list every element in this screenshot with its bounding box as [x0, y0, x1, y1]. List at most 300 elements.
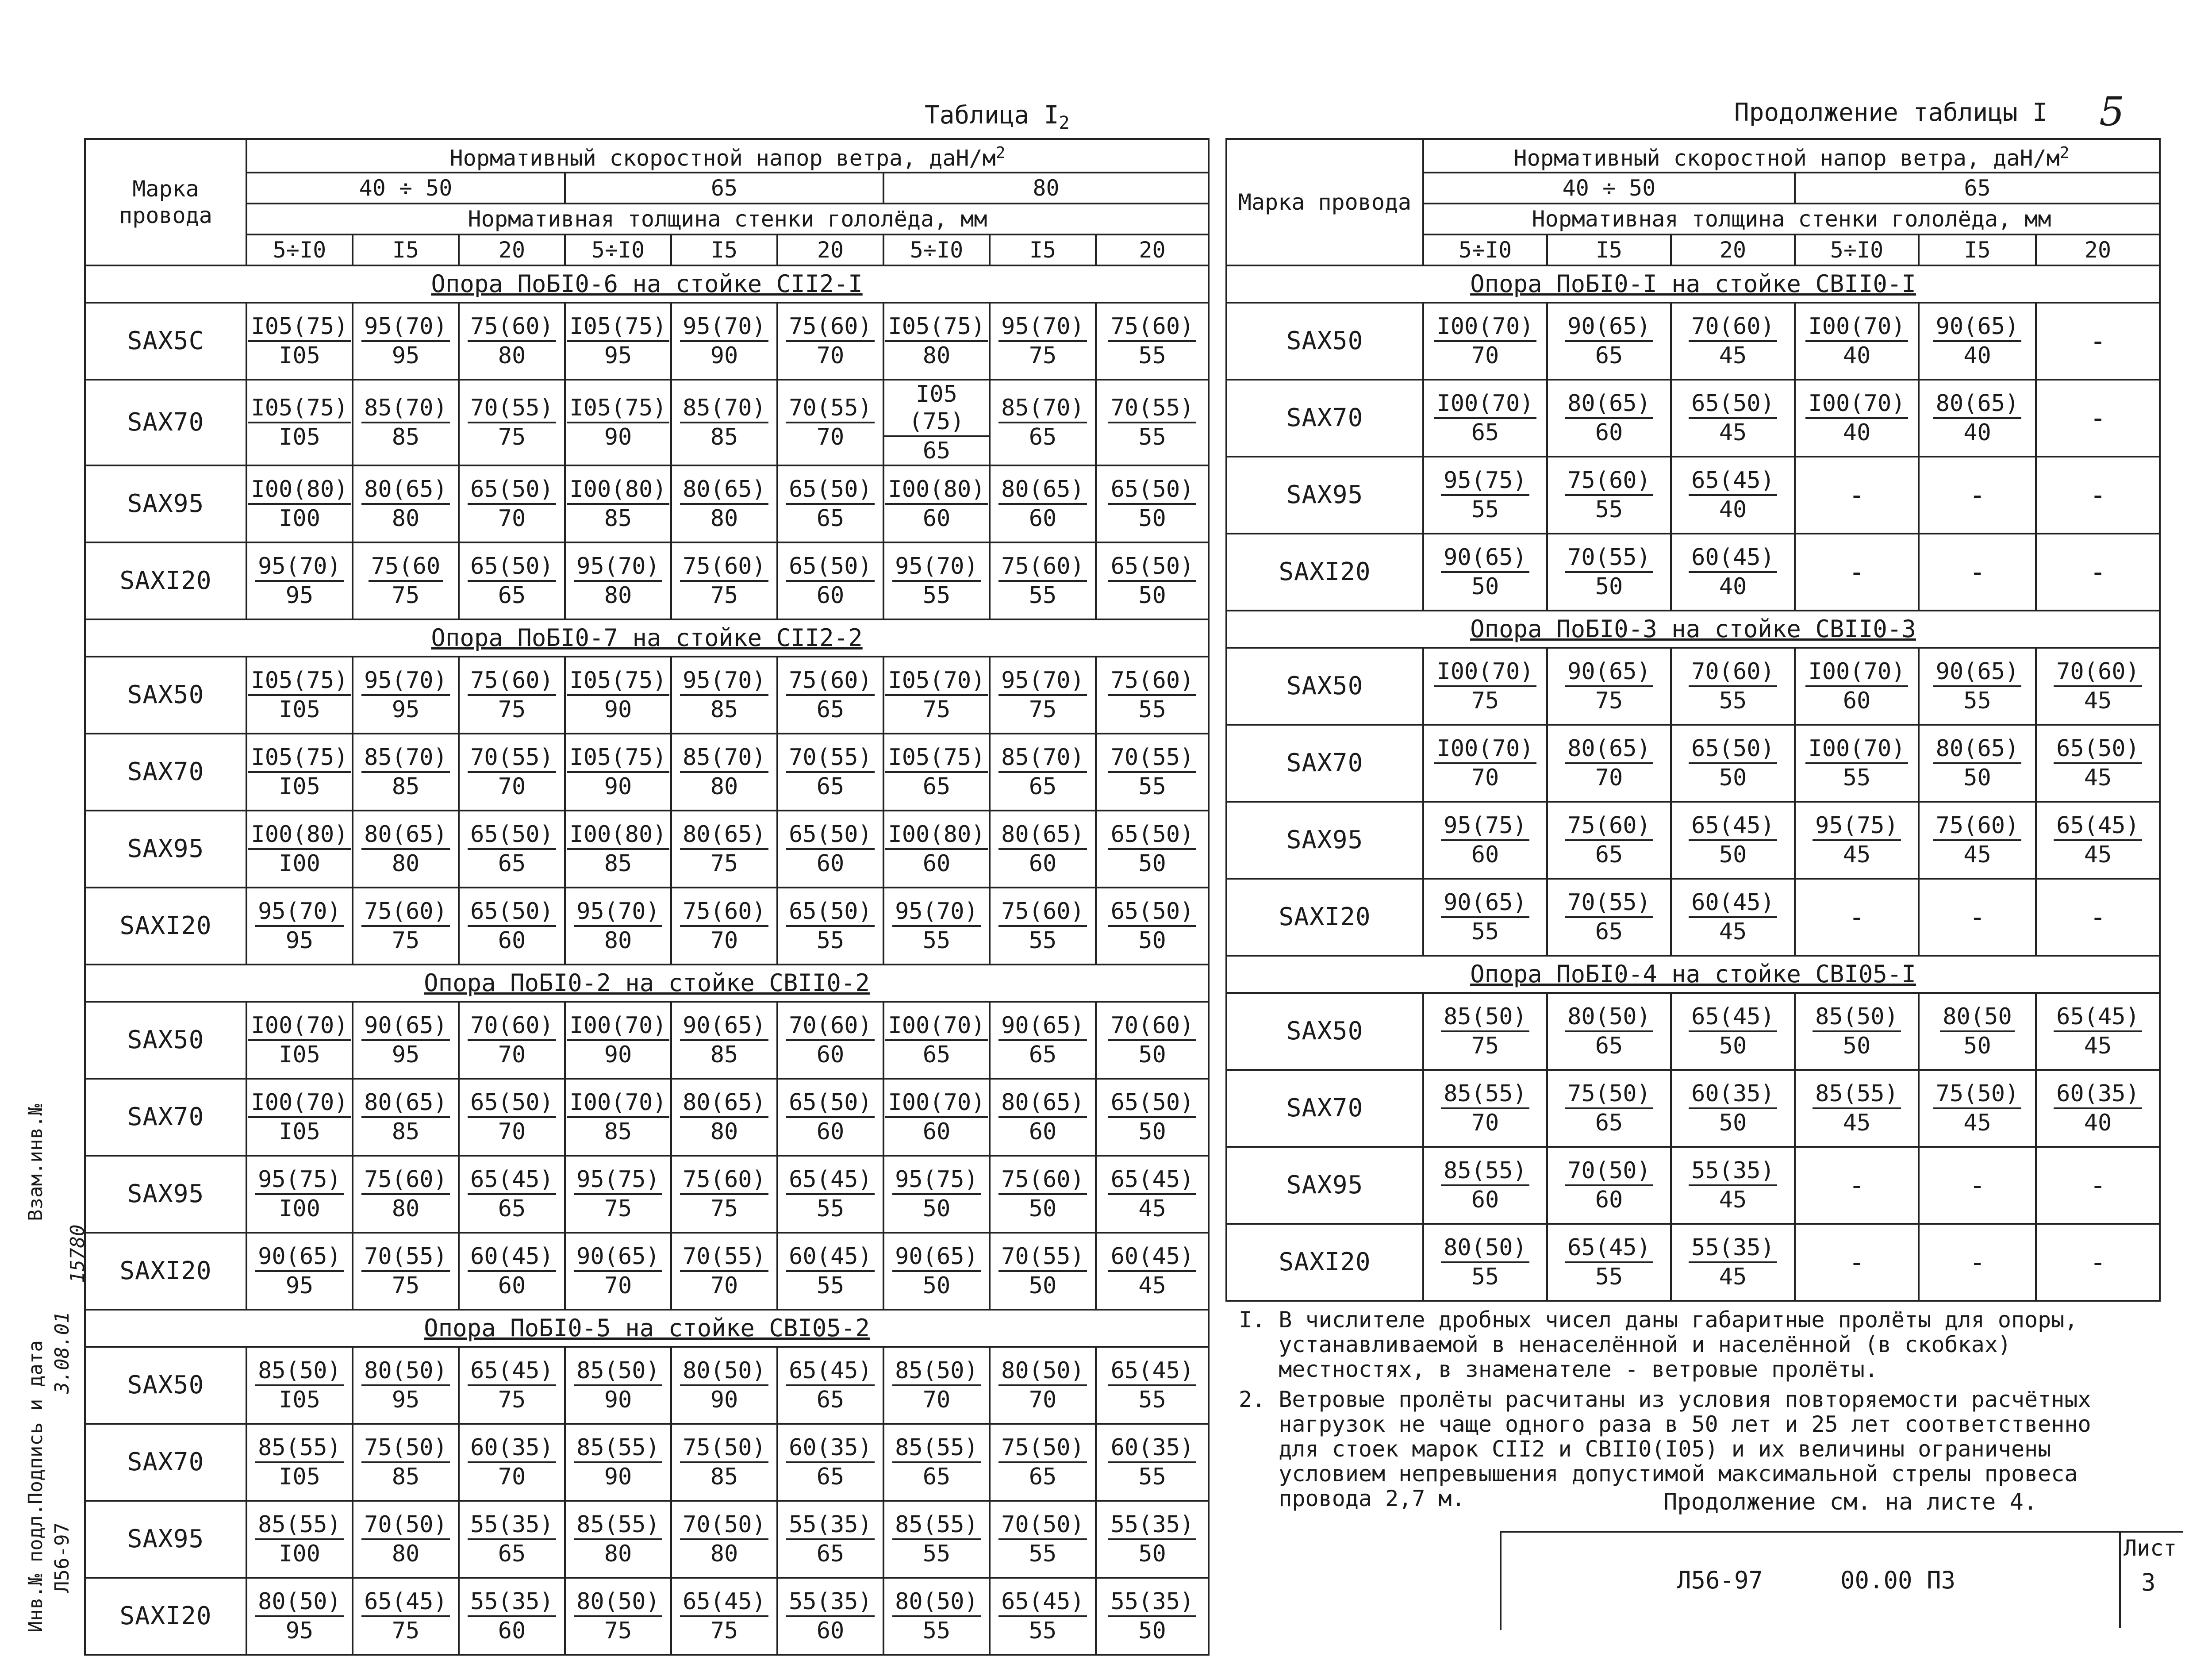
span-cell — [1096, 1424, 1209, 1501]
gabarit-span: 55(35) — [1689, 1157, 1777, 1186]
span-fraction — [468, 744, 556, 800]
wind-span: 55 — [1029, 1617, 1057, 1644]
gabarit-span: 85(70) — [680, 744, 768, 773]
right-table-title: Продолжение таблицы I — [1734, 98, 2048, 127]
span-fraction — [255, 1357, 344, 1414]
wind-span: 80 — [604, 927, 632, 954]
gabarit-span: 80(65) — [361, 476, 450, 505]
wind-span: 65 — [816, 1386, 845, 1413]
gabarit-span: 80(50) — [998, 1357, 1087, 1386]
span-cell — [671, 542, 777, 619]
span-fraction — [786, 898, 875, 954]
span-fraction — [1108, 1588, 1197, 1645]
span-fraction — [892, 1357, 981, 1414]
wind-span: 65 — [922, 437, 951, 464]
span-cell — [1096, 1156, 1209, 1233]
span-cell — [459, 1002, 565, 1079]
span-cell — [246, 1233, 353, 1310]
span-cell — [1096, 1002, 1209, 1079]
span-fraction — [998, 1434, 1087, 1491]
span-fraction — [567, 476, 669, 532]
gabarit-span: 55(35) — [468, 1588, 556, 1617]
span-fraction — [1933, 812, 2022, 869]
span-cell — [990, 303, 1096, 380]
section-title: Опора ПоБI0-5 на стойке СВI05-2 — [424, 1314, 870, 1342]
gabarit-span: I05(70) — [885, 667, 987, 696]
wind-span: 60 — [922, 505, 951, 532]
gabarit-span: 60(45) — [786, 1243, 875, 1272]
span-cell — [777, 1002, 883, 1079]
span-cell — [883, 1233, 990, 1310]
table-row — [85, 1501, 1209, 1578]
span-fraction — [1689, 544, 1777, 600]
span-cell — [459, 1079, 565, 1156]
span-cell — [353, 465, 459, 542]
note-1: I. В числителе дробных чисел даны габаритные пролёты для опоры, устанавливаемой в ненаселённой и населённой (в скобках) местностях, в знаменателе - ветровые пролёты. — [1239, 1307, 2078, 1382]
gabarit-span: 75(50) — [680, 1434, 768, 1463]
wind-span: 55 — [1138, 773, 1166, 800]
span-fraction — [892, 1434, 981, 1491]
section-title: Опора ПоБI0-I на стойке СВII0-I — [1470, 270, 1916, 298]
span-cell — [459, 1233, 565, 1310]
gabarit-span: 60(35) — [786, 1434, 875, 1463]
span-fraction — [468, 394, 556, 451]
span-fraction — [1565, 390, 1653, 446]
table-row — [1226, 534, 2160, 611]
span-cell — [1423, 380, 1547, 457]
wind-span: I00 — [279, 505, 320, 532]
gabarit-span: 75(60) — [1565, 467, 1653, 496]
span-fraction — [1108, 476, 1197, 532]
span-cell — [990, 734, 1096, 811]
wire-brand: SAX95 — [85, 1501, 246, 1578]
wind-span: I00 — [279, 850, 320, 877]
gabarit-span: 75(60) — [361, 1166, 450, 1195]
span-fraction — [786, 1012, 875, 1068]
span-fraction — [2054, 735, 2142, 792]
gabarit-span: 70(55) — [1108, 394, 1197, 423]
empty-value: - — [2089, 1246, 2106, 1278]
span-cell — [459, 657, 565, 734]
wind-span: 95 — [285, 582, 314, 609]
span-fraction — [361, 667, 450, 723]
left-span-table — [84, 138, 1210, 1656]
span-fraction — [1565, 1003, 1653, 1060]
gabarit-span: 80(65) — [998, 821, 1087, 850]
gabarit-span: 90(65) — [1565, 313, 1653, 342]
gabarit-span: 70(55) — [680, 1243, 768, 1272]
wind-span: 75 — [498, 423, 526, 450]
span-fraction — [468, 1243, 556, 1299]
span-fraction — [1933, 390, 2022, 446]
gabarit-span: 80(65) — [361, 821, 450, 850]
span-fraction — [567, 667, 669, 723]
span-fraction — [468, 1166, 556, 1222]
span-cell — [777, 1501, 883, 1578]
wind-span: 50 — [1138, 1540, 1166, 1567]
span-cell — [1671, 1224, 1795, 1301]
inv-label: Инв.№ подл. — [24, 1503, 47, 1633]
span-cell — [1547, 303, 1671, 380]
span-cell — [353, 1347, 459, 1424]
empty-value: - — [1969, 1169, 1985, 1201]
span-fraction — [1689, 1003, 1777, 1060]
wind-span: 75 — [392, 1272, 420, 1299]
span-fraction — [248, 744, 350, 800]
empty-value: - — [1848, 1169, 1865, 1201]
span-cell — [459, 1501, 565, 1578]
wind-span: 55 — [816, 1195, 845, 1222]
wire-brand: SAX70 — [1226, 380, 1423, 457]
gabarit-span: 95(70) — [574, 553, 662, 582]
span-fraction — [255, 1588, 344, 1645]
wind-span: 55 — [922, 1617, 951, 1644]
wind-span: 60 — [1029, 505, 1057, 532]
span-cell — [883, 1501, 990, 1578]
gabarit-span: 65(50) — [786, 898, 875, 927]
gabarit-span: 80(65) — [361, 1089, 450, 1118]
gabarit-span: 70(55) — [786, 744, 875, 773]
wind-span: 50 — [1138, 1041, 1166, 1068]
span-cell — [671, 888, 777, 965]
table-row — [85, 1233, 1209, 1310]
span-cell — [1671, 303, 1795, 380]
wind-span: 70 — [1029, 1386, 1057, 1413]
wind-span: 70 — [498, 773, 526, 800]
span-cell — [1096, 811, 1209, 888]
span-cell — [459, 1347, 565, 1424]
empty-value: - — [1969, 1246, 1985, 1278]
span-cell — [671, 1156, 777, 1233]
wind-span: 45 — [1843, 841, 1871, 868]
gabarit-span: 70(55) — [1565, 544, 1653, 573]
gabarit-span: 65(50) — [1108, 898, 1197, 927]
wind-span: 85 — [710, 1041, 738, 1068]
wind-span: 70 — [710, 927, 738, 954]
span-fraction — [680, 898, 768, 954]
span-cell — [883, 380, 990, 465]
span-cell — [2036, 1147, 2160, 1224]
span-cell — [1096, 1079, 1209, 1156]
gabarit-span: 80(50) — [680, 1357, 768, 1386]
span-fraction — [574, 1511, 662, 1568]
wind-span: 70 — [498, 1041, 526, 1068]
gabarit-span: 90(65) — [1441, 544, 1529, 573]
wind-span: 85 — [710, 1463, 738, 1490]
gabarit-span: I00(80) — [248, 476, 350, 505]
wind-span: 75 — [1471, 1032, 1499, 1059]
gabarit-span: I00(70) — [1434, 658, 1536, 687]
span-fraction — [680, 744, 768, 800]
span-cell — [990, 1002, 1096, 1079]
span-cell — [565, 657, 671, 734]
span-cell — [1795, 534, 1919, 611]
span-fraction — [885, 667, 987, 723]
span-cell — [1423, 725, 1547, 802]
gabarit-span: I05(75) — [248, 667, 350, 696]
span-cell — [1423, 1147, 1547, 1224]
span-fraction — [998, 667, 1087, 723]
span-cell — [1795, 303, 1919, 380]
gabarit-span: 65(45) — [1689, 467, 1777, 496]
gabarit-span: 85(50) — [255, 1357, 344, 1386]
span-fraction — [680, 1511, 768, 1568]
gabarit-span: 75(60) — [680, 1166, 768, 1195]
span-cell — [1547, 1070, 1671, 1147]
span-fraction — [1565, 1080, 1653, 1137]
span-fraction — [680, 1434, 768, 1491]
left-table-body — [85, 139, 1209, 1655]
gabarit-span: 80(50) — [892, 1588, 981, 1617]
span-cell — [1423, 457, 1547, 534]
span-fraction — [1441, 1234, 1529, 1291]
wind-span: 80 — [922, 342, 951, 369]
gabarit-span: 65(50) — [1108, 553, 1197, 582]
gabarit-span: 85(70) — [361, 744, 450, 773]
span-cell — [1547, 457, 1671, 534]
span-cell — [246, 1079, 353, 1156]
wind-span: 95 — [285, 1617, 314, 1644]
span-cell — [777, 542, 883, 619]
empty-value: - — [2089, 325, 2106, 357]
span-fraction — [361, 313, 450, 369]
wind-span: 45 — [1843, 1109, 1871, 1136]
span-fraction — [786, 1357, 875, 1414]
span-cell — [1795, 380, 1919, 457]
gabarit-span: 65(50) — [786, 476, 875, 505]
wind-span: 65 — [922, 773, 951, 800]
gabarit-span: 65(50) — [1108, 1089, 1197, 1118]
span-cell — [1795, 993, 1919, 1070]
span-fraction — [1565, 889, 1653, 945]
wind-span: 55 — [1471, 496, 1499, 523]
span-cell — [2036, 534, 2160, 611]
gabarit-span: 80(65) — [998, 1089, 1087, 1118]
wind-span: 50 — [1138, 850, 1166, 877]
wind-span: 40 — [1963, 342, 1991, 369]
gabarit-span: 75(60) — [361, 898, 450, 927]
marka-header: Марка провода — [85, 139, 246, 265]
span-cell — [1096, 1233, 1209, 1310]
section-row — [85, 965, 1209, 1002]
ice-col-header: I5 — [1919, 234, 2036, 265]
span-cell — [1547, 1224, 1671, 1301]
gabarit-span: 90(65) — [892, 1243, 981, 1272]
gabarit-span: 85(55) — [574, 1511, 662, 1540]
span-cell — [459, 465, 565, 542]
gabarit-span: 90(65) — [998, 1012, 1087, 1041]
wind-span: 95 — [604, 342, 632, 369]
span-fraction — [885, 821, 987, 877]
ice-col-header: 5÷I0 — [1423, 234, 1547, 265]
span-cell — [1547, 725, 1671, 802]
gabarit-span: 80(50) — [1565, 1003, 1653, 1032]
ice-col-header: 20 — [777, 234, 883, 265]
span-fraction — [1441, 1080, 1529, 1137]
note-2: 2. Ветровые пролёты расчитаны из условия повторяемости расчётных нагрузок не чаще одного раза в 50 лет и 25 лет соответственно для стоек марок СII2 и СВII0(I05) и их величины ограничены условием непревышения допустимой максимальной стрелы провеса провода 2,7 м. — [1239, 1387, 2091, 1511]
wind-span: 70 — [604, 1272, 632, 1299]
gabarit-span: 85(50) — [1441, 1003, 1529, 1032]
span-cell — [671, 1233, 777, 1310]
span-cell — [246, 888, 353, 965]
span-cell — [565, 1079, 671, 1156]
span-cell — [883, 1578, 990, 1655]
span-cell — [1671, 802, 1795, 879]
gabarit-span: 65(50) — [2054, 735, 2142, 764]
span-fraction — [574, 1357, 662, 1414]
span-fraction — [1805, 735, 1908, 792]
gabarit-span: 90(65) — [1565, 658, 1653, 687]
span-fraction — [1689, 1080, 1777, 1137]
wind-span: 75 — [710, 850, 738, 877]
gabarit-span: 70(55) — [1108, 744, 1197, 773]
span-fraction — [248, 821, 350, 877]
gabarit-span: 55(35) — [1689, 1234, 1777, 1263]
wind-span: 55 — [1138, 1463, 1166, 1490]
span-fraction — [885, 1012, 987, 1068]
span-cell — [990, 1578, 1096, 1655]
span-fraction — [998, 744, 1087, 800]
wind-span: 55 — [1471, 918, 1499, 945]
span-cell — [1919, 648, 2036, 725]
wind-span: 55 — [1595, 496, 1623, 523]
wind-span: 85 — [392, 1118, 420, 1145]
table-row — [1226, 457, 2160, 534]
section-title: Опора ПоБI0-2 на стойке СВII0-2 — [424, 969, 870, 997]
wind-span: 50 — [1719, 1032, 1747, 1059]
wind-span: 95 — [392, 1386, 420, 1413]
inv-value: Л56-97 — [51, 1522, 73, 1593]
gabarit-span: I00(70) — [567, 1012, 669, 1041]
wind-span: I05 — [279, 1463, 320, 1490]
wind-span: I05 — [279, 1041, 320, 1068]
gabarit-span: I05(75) — [885, 313, 987, 342]
span-cell — [883, 1156, 990, 1233]
gabarit-span: 65(50) — [1108, 821, 1197, 850]
wire-brand: SAX50 — [85, 1002, 246, 1079]
wind-span: 65 — [1595, 1109, 1623, 1136]
table-row — [85, 1002, 1209, 1079]
wind-span: I05 — [279, 773, 320, 800]
wind-span: 60 — [498, 1617, 526, 1644]
wind-span: 45 — [1719, 918, 1747, 945]
span-fraction — [1689, 735, 1777, 792]
wind-span: 65 — [1029, 423, 1057, 450]
wind-span: 65 — [1029, 1041, 1057, 1068]
span-fraction — [1565, 467, 1653, 523]
span-cell — [353, 1578, 459, 1655]
span-cell — [459, 1156, 565, 1233]
span-cell — [1096, 1347, 1209, 1424]
vzam-label: Взам.инв.№ — [24, 1104, 47, 1221]
gabarit-span: 55(35) — [1108, 1511, 1197, 1540]
gabarit-span: 60(45) — [1689, 544, 1777, 573]
span-cell — [459, 380, 565, 465]
wind-span: 75 — [1029, 696, 1057, 723]
span-cell — [777, 1233, 883, 1310]
span-fraction — [567, 1012, 669, 1068]
gabarit-span: 85(50) — [574, 1357, 662, 1386]
gabarit-span: 70(50) — [1565, 1157, 1653, 1186]
gabarit-span: 90(65) — [1933, 313, 2022, 342]
span-cell — [1423, 879, 1547, 956]
span-fraction — [361, 1166, 450, 1222]
wind-span: 40 — [1719, 496, 1747, 523]
section-row — [1226, 611, 2160, 648]
span-cell — [1671, 380, 1795, 457]
span-fraction — [1689, 1234, 1777, 1291]
span-cell — [459, 811, 565, 888]
ice-header: Нормативная толщина стенки гололёда, мм — [246, 204, 1209, 234]
wire-brand: SAX95 — [85, 1156, 246, 1233]
span-fraction — [885, 744, 987, 800]
wind-span: 95 — [392, 696, 420, 723]
span-fraction — [786, 1243, 875, 1299]
span-cell — [777, 657, 883, 734]
span-fraction — [1689, 313, 1777, 369]
wind-span: 60 — [1029, 1118, 1057, 1145]
wind-span: 65 — [498, 1195, 526, 1222]
wind-span: 70 — [498, 505, 526, 532]
gabarit-span: 75(60) — [1565, 812, 1653, 841]
wind-span: 55 — [1138, 696, 1166, 723]
span-cell — [883, 1002, 990, 1079]
wire-brand: SAX70 — [85, 380, 246, 465]
gabarit-span: I00(70) — [1434, 390, 1536, 419]
span-cell — [1919, 380, 2036, 457]
span-fraction — [248, 476, 350, 532]
wire-brand: SAXI20 — [85, 1578, 246, 1655]
gabarit-span: 80(65) — [680, 476, 768, 505]
wind-span: I00 — [279, 1195, 320, 1222]
span-cell — [1096, 465, 1209, 542]
gabarit-span: I00(80) — [567, 821, 669, 850]
span-fraction — [369, 553, 443, 609]
span-cell — [459, 1578, 565, 1655]
span-fraction — [255, 1434, 344, 1491]
wind-span: 55 — [1029, 1540, 1057, 1567]
wind-span: 90 — [604, 696, 632, 723]
wind-span: 40 — [1719, 573, 1747, 600]
wind-span: 65 — [922, 1041, 951, 1068]
gabarit-span: 65(50) — [468, 476, 556, 505]
gabarit-span: 80(65) — [1565, 390, 1653, 419]
span-fraction — [998, 1511, 1087, 1568]
table-row — [1226, 1224, 2160, 1301]
wind-span: 65 — [816, 773, 845, 800]
wind-span: 65 — [1595, 918, 1623, 945]
wind-span: 90 — [604, 1386, 632, 1413]
span-cell — [1671, 534, 1795, 611]
wind-span: I05 — [279, 423, 320, 450]
span-cell — [246, 465, 353, 542]
gabarit-span: 80(50) — [361, 1357, 450, 1386]
gabarit-span: 70(55) — [468, 744, 556, 773]
span-fraction — [468, 1357, 556, 1414]
span-cell — [459, 888, 565, 965]
gabarit-span: 85(55) — [892, 1434, 981, 1463]
span-fraction — [680, 1166, 768, 1222]
span-fraction — [680, 667, 768, 723]
table-row — [1226, 802, 2160, 879]
gabarit-span: 85(55) — [892, 1511, 981, 1540]
span-fraction — [786, 394, 875, 451]
table-row — [85, 888, 1209, 965]
span-cell — [990, 888, 1096, 965]
gabarit-span: 60(45) — [468, 1243, 556, 1272]
gabarit-span: 75(60) — [998, 1166, 1087, 1195]
wire-brand: SAX70 — [85, 1079, 246, 1156]
